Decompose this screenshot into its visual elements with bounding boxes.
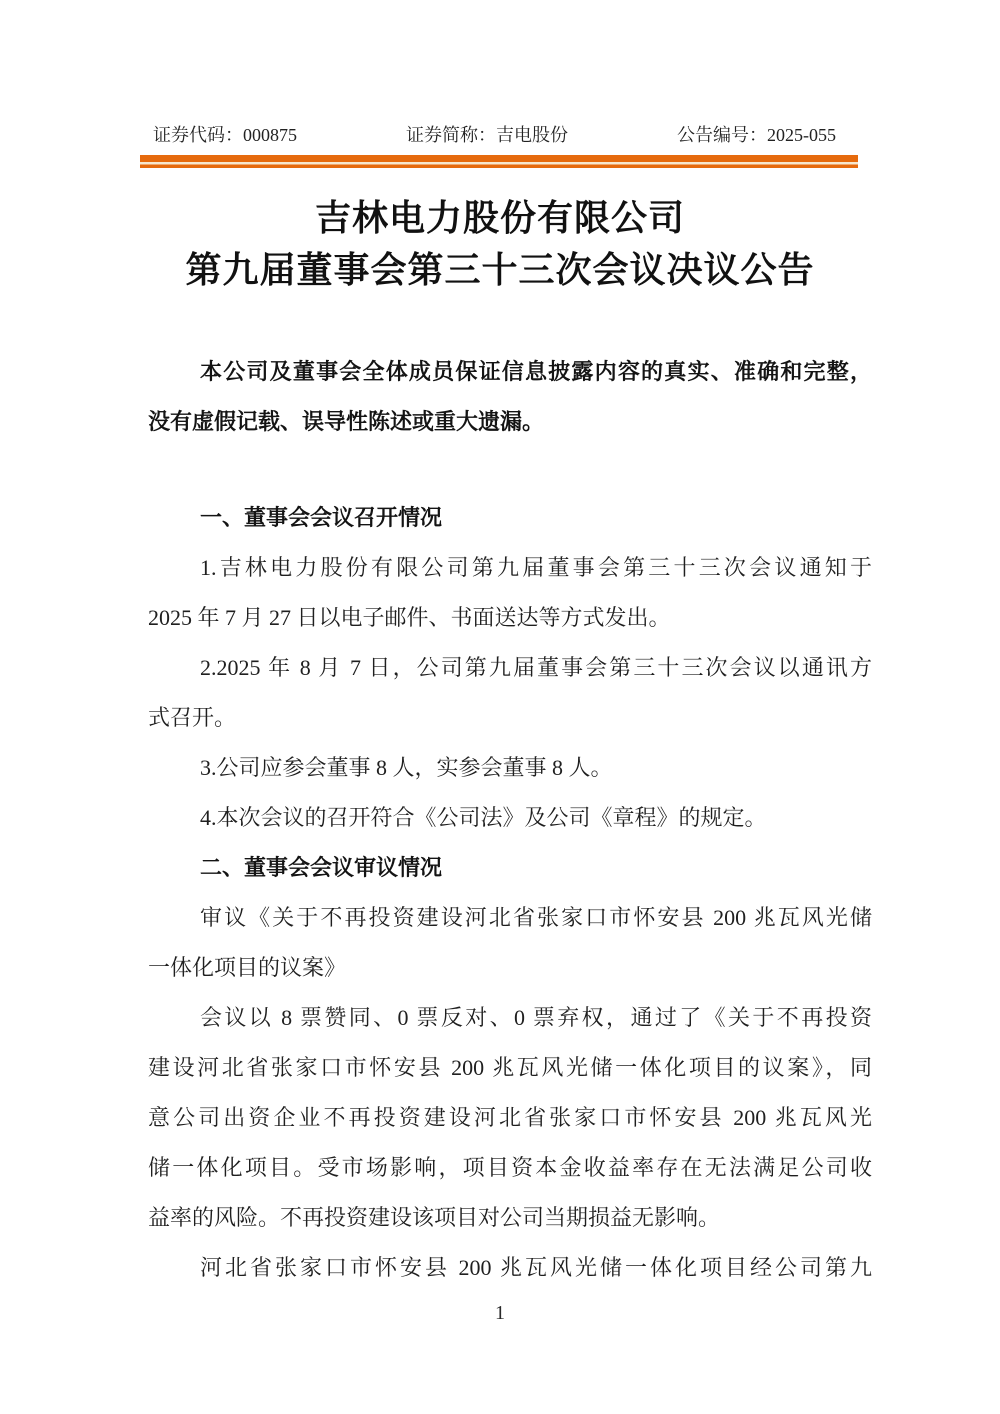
- section2-project-history-line-1: 河北省张家口市怀安县 200 兆瓦风光储一体化项目经公司第九: [200, 1255, 872, 1280]
- section1-item1-line-1: 1.吉林电力股份有限公司第九届董事会第三十三次会议通知于: [200, 555, 872, 580]
- section2-vote-result-line-2: 建设河北省张家口市怀安县 200 兆瓦风光储一体化项目的议案》，同: [148, 1055, 872, 1080]
- section2-proposal-line-2: 一体化项目的议案》: [148, 955, 347, 980]
- section1-heading: 一、董事会会议召开情况: [200, 505, 443, 530]
- securities-header: [0, 0, 1000, 148]
- section1-item4: 4.本次会议的召开符合《公司法》及公司《章程》的规定。: [200, 805, 767, 830]
- section2-heading: 二、董事会会议审议情况: [200, 855, 443, 880]
- section1-item2-line-2: 式召开。: [148, 705, 237, 730]
- section2-proposal-line-1: 审议《关于不再投资建设河北省张家口市怀安县 200 兆瓦风光储: [200, 905, 872, 930]
- section2-vote-result-line-4: 储一体化项目。受市场影响，项目资本金收益率存在无法满足公司收: [148, 1155, 872, 1180]
- page-number: 1: [495, 1302, 505, 1324]
- section2-vote-result-line-5: 益率的风险。不再投资建设该项目对公司当期损益无影响。: [148, 1205, 721, 1230]
- stock-code: 证券代码：000875: [153, 125, 297, 145]
- section1-item3: 3.公司应参会董事 8 人，实参会董事 8 人。: [200, 755, 613, 780]
- announcement-number: 公告编号：2025-055: [677, 125, 836, 145]
- disclaimer-line-1: 本公司及董事会全体成员保证信息披露内容的真实、准确和完整，: [200, 359, 872, 384]
- section1-item1-line-2: 2025 年 7 月 27 日以电子邮件、书面送达等方式发出。: [148, 605, 671, 630]
- stock-short-name: 证券简称：吉电股份: [406, 125, 568, 145]
- blank-line: [148, 447, 872, 493]
- document-title-line-2: 第九届董事会第三十三次会议决议公告: [185, 250, 815, 290]
- disclaimer-line-2: 没有虚假记载、误导性陈述或重大遗漏。: [148, 409, 545, 434]
- document-body: [148, 347, 872, 1293]
- document-title: [0, 192, 1000, 296]
- document-title-line-1: 吉林电力股份有限公司: [314, 198, 685, 238]
- section2-vote-result-line-3: 意公司出资企业不再投资建设河北省张家口市怀安县 200 兆瓦风光: [148, 1105, 872, 1130]
- page-footer: [0, 1299, 1000, 1327]
- section1-item2-line-1: 2.2025 年 8 月 7 日，公司第九届董事会第三十三次会议以通讯方: [200, 655, 872, 680]
- header-divider-rule: [140, 155, 858, 168]
- section2-vote-result-line-1: 会议以 8 票赞同、0 票反对、0 票弃权，通过了《关于不再投资: [200, 1005, 872, 1030]
